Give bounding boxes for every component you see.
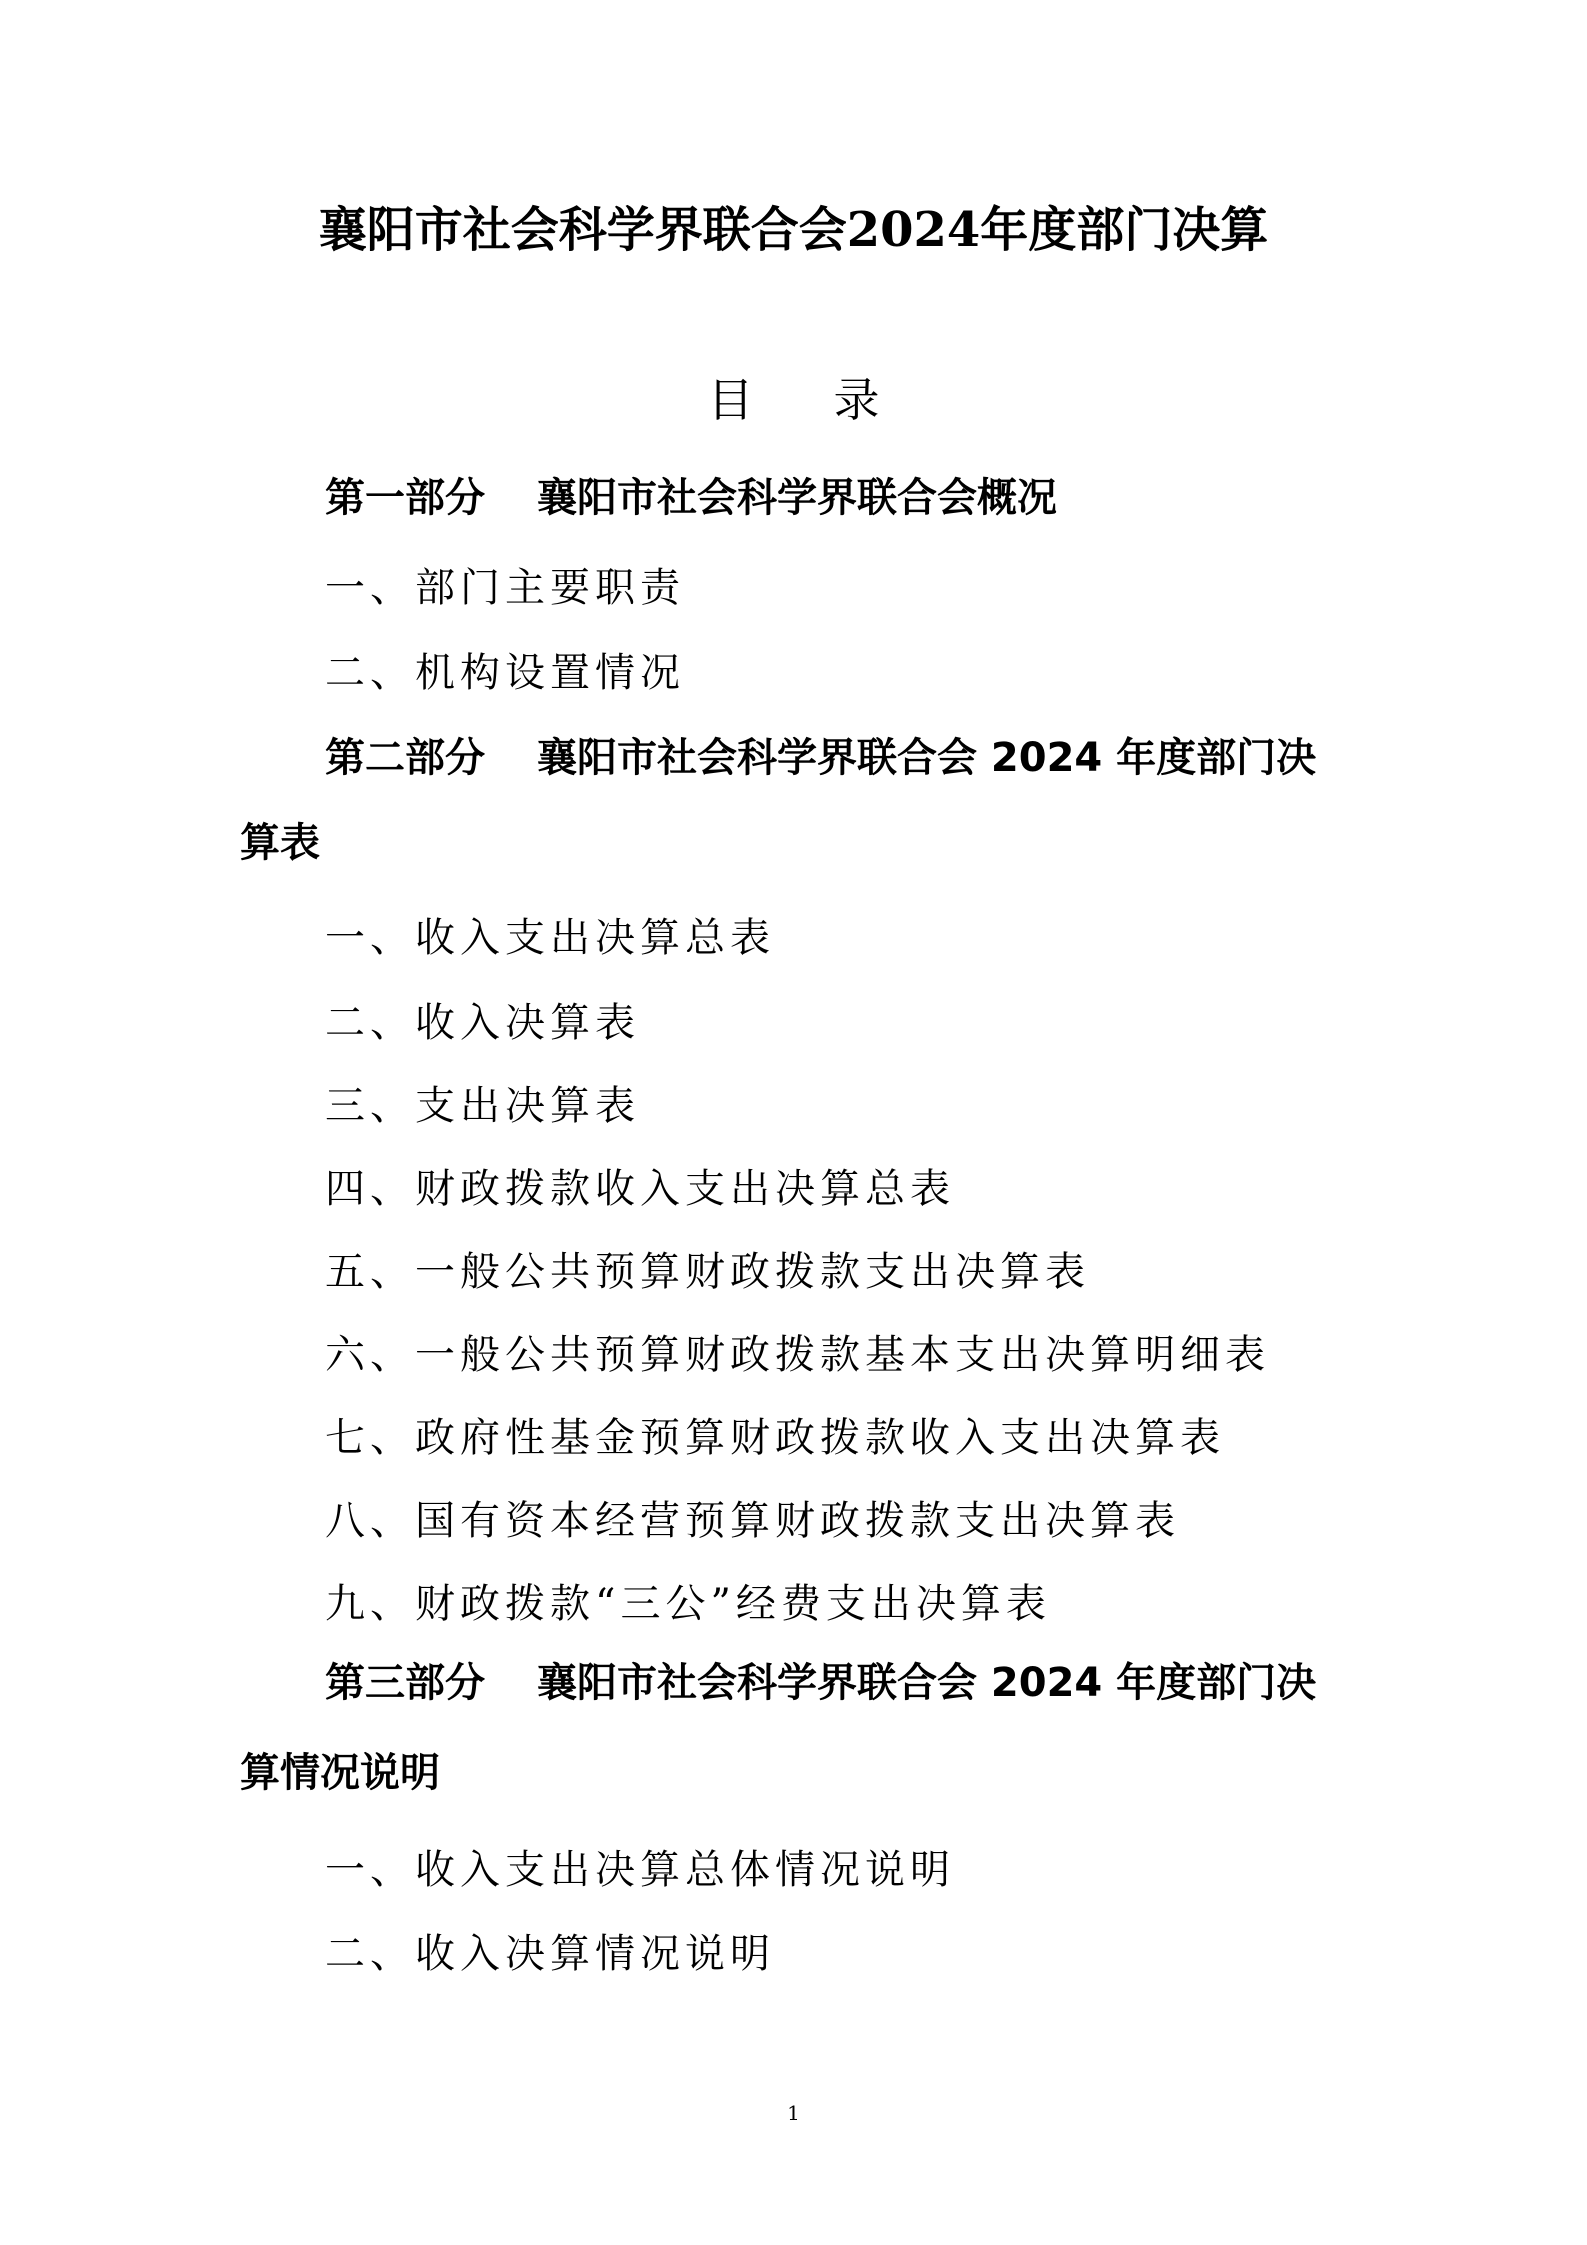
toc-item: 三、支出决算表 <box>325 1083 640 1129</box>
part-three-title: 襄阳市社会科学界联合会 2024 年度部门决 <box>537 1660 1317 1706</box>
part-three-title-continued: 算情况说明 <box>240 1750 440 1796</box>
toc-item: 四、财政拨款收入支出决算总表 <box>325 1166 955 1212</box>
toc-item: 一、收入支出决算总表 <box>325 915 775 961</box>
part-two-label: 第二部分 <box>325 735 485 781</box>
toc-item: 二、收入决算表 <box>325 1000 640 1046</box>
toc-item: 八、国有资本经营预算财政拨款支出决算表 <box>325 1498 1180 1544</box>
part-two-title: 襄阳市社会科学界联合会 2024 年度部门决 <box>537 735 1317 781</box>
toc-item: 九、财政拨款“三公”经费支出决算表 <box>325 1581 1051 1627</box>
page-number: 1 <box>787 2101 800 2125</box>
toc-item: 一、部门主要职责 <box>325 565 685 611</box>
toc-heading: 目录 <box>707 373 960 427</box>
part-two-title-continued: 算表 <box>240 820 320 866</box>
toc-item: 五、一般公共预算财政拨款支出决算表 <box>325 1249 1090 1295</box>
part-one-heading <box>325 470 1057 526</box>
part-three-heading <box>325 1655 1316 1711</box>
toc-item: 一、收入支出决算总体情况说明 <box>325 1847 955 1893</box>
toc-item: 七、政府性基金预算财政拨款收入支出决算表 <box>325 1415 1225 1461</box>
part-two-heading <box>325 730 1316 786</box>
toc-item: 二、收入决算情况说明 <box>325 1931 775 1977</box>
toc-item: 六、一般公共预算财政拨款基本支出决算明细表 <box>325 1332 1270 1378</box>
part-one-label: 第一部分 <box>325 475 485 521</box>
document-title: 襄阳市社会科学界联合会2024年度部门决算 <box>318 202 1269 258</box>
toc-item: 二、机构设置情况 <box>325 650 685 696</box>
part-one-title: 襄阳市社会科学界联合会概况 <box>537 475 1057 521</box>
part-three-label: 第三部分 <box>325 1660 485 1706</box>
